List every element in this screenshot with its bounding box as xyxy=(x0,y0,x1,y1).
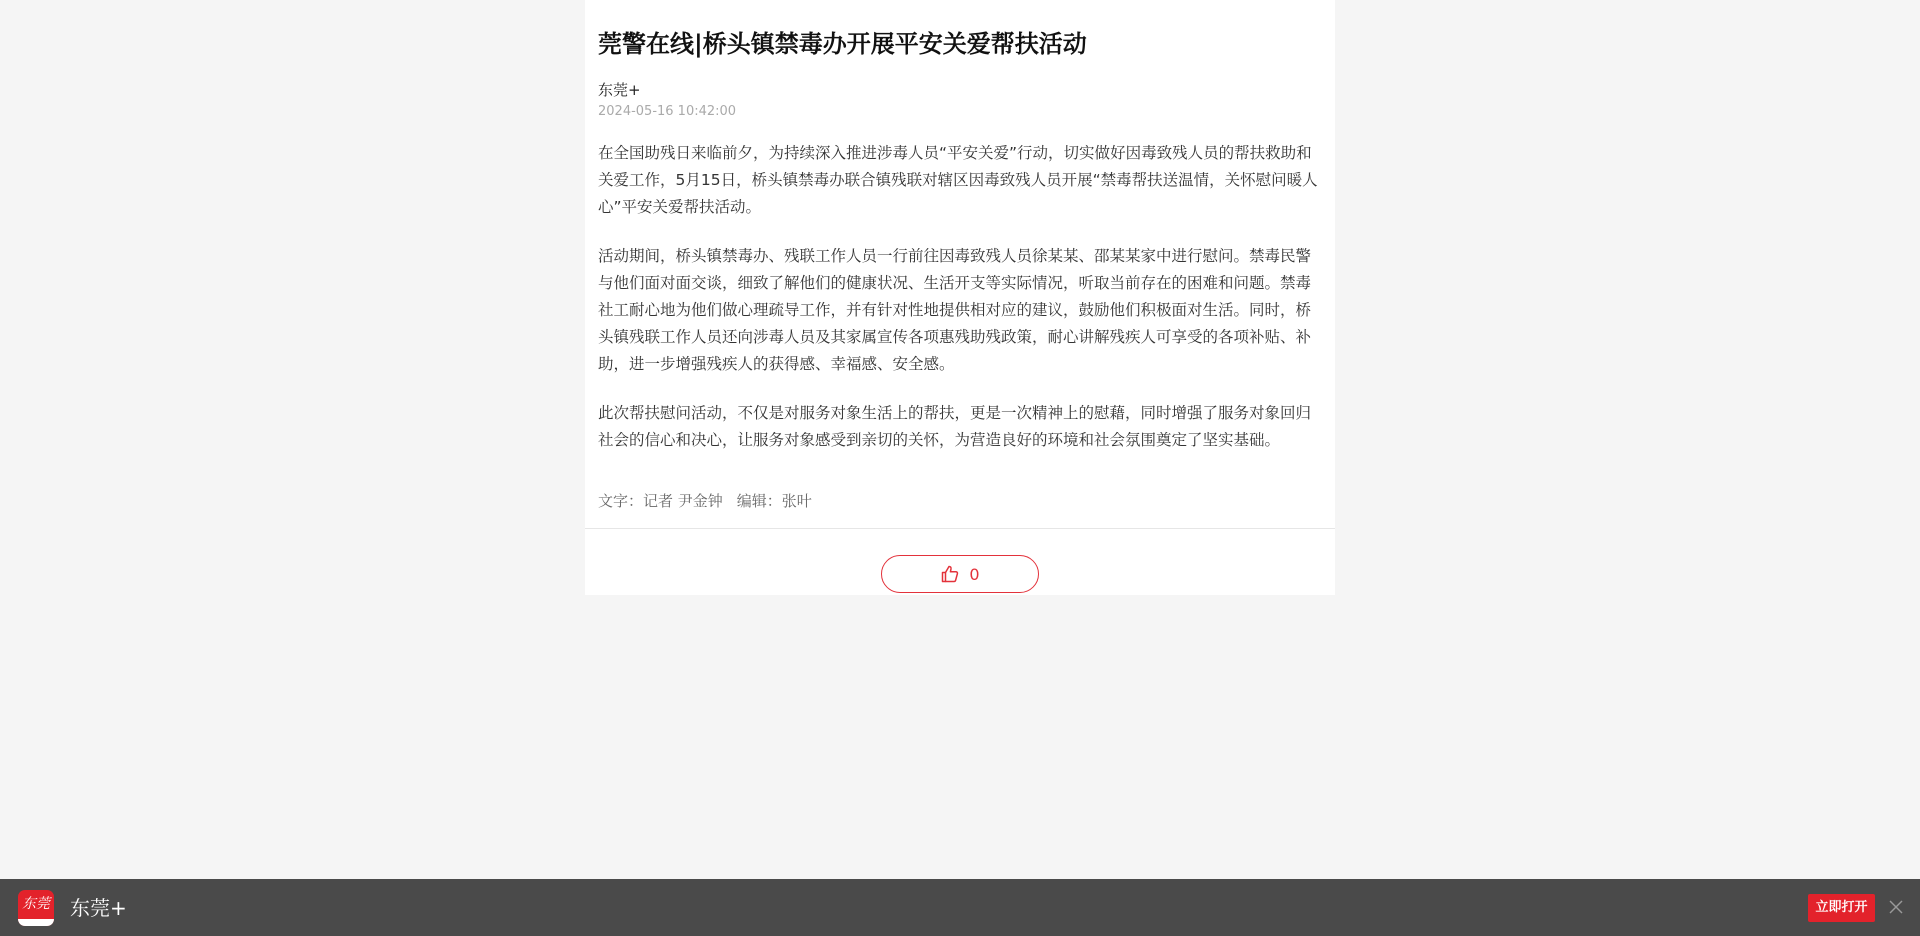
like-count: 0 xyxy=(969,564,980,584)
app-name: 东莞+ xyxy=(70,896,127,920)
article-content xyxy=(585,0,1335,512)
divider xyxy=(585,528,1335,529)
thumbs-up-icon xyxy=(940,564,960,584)
app-download-bar xyxy=(0,879,1920,936)
close-icon[interactable] xyxy=(1888,899,1904,915)
app-logo-text: 东莞 xyxy=(22,896,50,912)
writer-credit: 文字：记者 尹金钟 xyxy=(598,492,723,510)
article-paragraph: 在全国助残日来临前夕，为持续深入推进涉毒人员“平安关爱”行动，切实做好因毒致残人员的帮扶救助和关爱工作，5月15日，桥头镇禁毒办联合镇残联对辖区因毒致残人员开展“禁毒帮扶送温情，关怀慰问暖人心”平安关爱帮扶活动。 xyxy=(598,144,1318,216)
article-paragraph: 活动期间，桥头镇禁毒办、残联工作人员一行前往因毒致残人员徐某某、邵某某家中进行慰问。禁毒民警与他们面对面交谈，细致了解他们的健康状况、生活开支等实际情况，听取当前存在的困难和问题。禁毒社工耐心地为他们做心理疏导工作，并有针对性地提供相对应的建议，鼓励他们积极面对生活。同时，桥头镇残联工作人员还向涉毒人员及其家属宣传各项惠残助残政策，耐心讲解残疾人可享受的各项补贴、补助，进一步增强残疾人的获得感、幸福感、安全感。 xyxy=(598,247,1312,373)
logo-strip xyxy=(18,919,54,926)
like-button[interactable] xyxy=(881,555,1039,593)
article-paragraph: 此次帮扶慰问活动，不仅是对服务对象生活上的帮扶，更是一次精神上的慰藉，同时增强了服务对象回归社会的信心和决心，让服务对象感受到亲切的关怀，为营造良好的环境和社会氛围奠定了坚实基础。 xyxy=(598,404,1312,449)
article-card xyxy=(585,0,1335,595)
editor-credit: 编辑：张叶 xyxy=(736,492,812,510)
article-timestamp: 2024-05-16 10:42:00 xyxy=(598,104,737,119)
app-logo[interactable] xyxy=(18,890,54,926)
article-title: 莞警在线|桥头镇禁毒办开展平安关爱帮扶活动 xyxy=(598,30,1087,58)
article-source[interactable]: 东莞+ xyxy=(598,81,641,99)
article-credits xyxy=(598,490,1322,512)
open-app-button[interactable]: 立即打开 xyxy=(1808,894,1875,922)
